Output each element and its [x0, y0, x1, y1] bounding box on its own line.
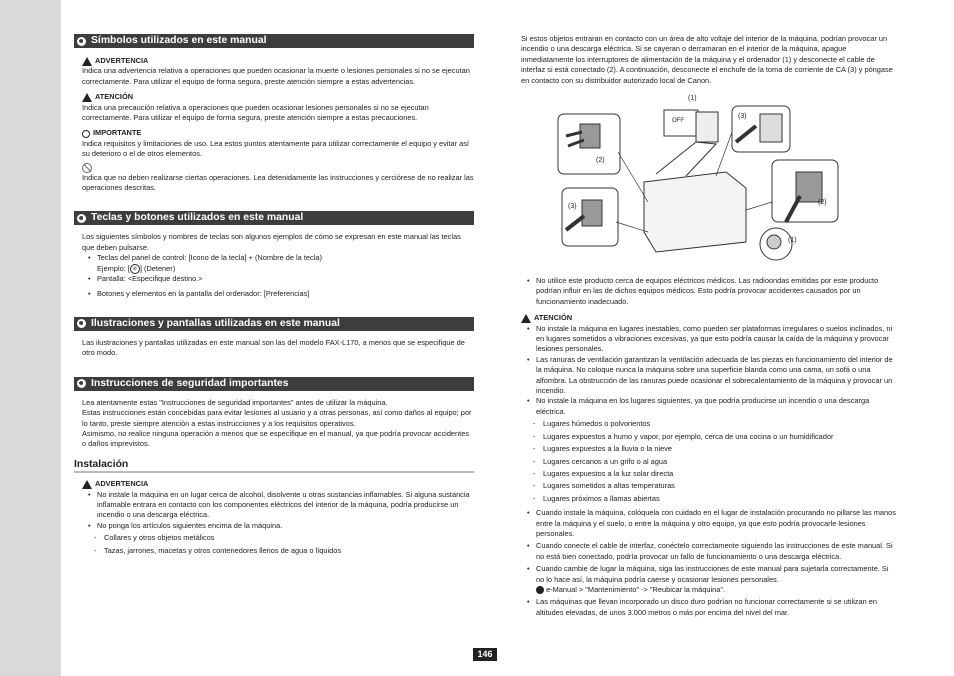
- label-1a: (1): [688, 95, 697, 102]
- left-column: [74, 34, 474, 556]
- warning-heading: [82, 479, 474, 489]
- sub-list-item: - Tazas, jarrones, macetas y otros contenedores llenos de agua o líquidos: [89, 546, 474, 556]
- label-off: OFF: [672, 118, 684, 124]
- paper-tray-icon: [656, 142, 716, 176]
- section-title: Instrucciones de seguridad importantes: [91, 377, 289, 389]
- stop-key-icon: ⊘: [130, 264, 140, 274]
- label-2b: (2): [818, 199, 827, 206]
- important-label: IMPORTANTE: [93, 128, 142, 138]
- caution-triangle-icon: [521, 314, 531, 323]
- caution-text: Indica una precaución relativa a operaciones que pueden ocasionar lesiones personales si no se ejecutan correctamente. Para utilizar el equipo de forma segura, preste atención siempre a estas precauciones.: [82, 102, 429, 123]
- caution-list: [513, 324, 898, 619]
- section-header-illustrations: [74, 317, 474, 331]
- caution-heading: [521, 313, 898, 323]
- section-title: Teclas y botones utilizados en este manual: [91, 212, 304, 224]
- keys-list: [74, 253, 474, 299]
- keys-intro: Los siguientes símbolos y nombres de teclas son algunos ejemplos de cómo se expresan en este manual las teclas que deben pulsarse.: [82, 232, 461, 252]
- emanual-reference[interactable]: e-Manual > "Mantenimiento" -> "Reubicar la máquina".: [546, 584, 725, 594]
- right-column-lower: [513, 276, 898, 618]
- label-3b: (3): [568, 203, 577, 210]
- list-item: • Las ranuras de ventilación garantizan la ventilación adecuada de las piezas en funcionamiento del interior de la máquina. No coloque nunca la máquina sobre una superficie blanda como una cama, un sofá o una alfombra. La obstrucción de las ranuras puede ocasionar el sobrecalentamiento de la máquina y provocar un incendio.: [521, 355, 898, 397]
- safety-p2: Estas instrucciones están concebidas para evitar lesiones al usuario y a otras personas, así como daños al equipo; por lo tanto, preste siempre atención a estas instrucciones y a los requisitos operativos.: [82, 408, 472, 428]
- list-item: • Las máquinas que llevan incorporado un disco duro podrían no funcionar correctamente si se utilizan en altitudes elevadas, de unos 3.000 metros o más por encima del nivel del mar.: [521, 597, 898, 618]
- plug-icon: [566, 216, 584, 230]
- important-heading: [82, 128, 474, 138]
- example-suffix: ] (Detener): [139, 263, 176, 273]
- prohibited-text: Indica que no deben realizarse ciertas operaciones. Lea detenidamente las instrucciones y cerciórese de no realizar las operaciones descritas.: [82, 172, 474, 193]
- outlet-icon: [582, 200, 602, 226]
- warning-label: ADVERTENCIA: [95, 56, 149, 65]
- warning-triangle-icon: [82, 57, 92, 66]
- power-button-icon: [767, 235, 781, 249]
- example-prefix: Ejemplo: [: [97, 263, 130, 273]
- list-item: • Cuando conecte el cable de interfaz, conéctelo correctamente siguiendo las instrucciones de este manual. Si no está bien conectado, podría provocar un fallo de funcionamiento o una descarga eléctrica.: [521, 541, 898, 562]
- list-item: • Pantalla: <Especifique destino.>: [82, 274, 474, 284]
- medical-list: [513, 276, 898, 307]
- section-bullet-icon: [77, 319, 86, 328]
- warning-triangle-icon: [82, 480, 92, 489]
- page-number: 146: [473, 648, 497, 661]
- installation-warning-list: [74, 490, 474, 556]
- safety-p3: Asimismo, no realice ninguna operación a menos que se especifique en el manual, ya que podría provocar accidentes o daños imprevistos.: [82, 428, 470, 449]
- important-text: Indica requisitos y limitaciones de uso. Lea estos puntos atentamente para utilizar correctamente el equipo y evitar así su deterioro o el de otros elementos.: [82, 138, 469, 159]
- caution-heading: [82, 92, 474, 102]
- prohibited-icon: [82, 163, 92, 173]
- rear-cable-icon: [786, 196, 800, 222]
- sub-list-item: - Lugares expuestos a la lluvia o la nieve: [528, 444, 898, 454]
- sub-list-item: - Lugares próximos a llamas abiertas: [528, 494, 898, 504]
- shutdown-illustration: [556, 92, 842, 272]
- label-1b: (1): [788, 237, 797, 244]
- caution-triangle-icon: [82, 93, 92, 102]
- warning-heading: [82, 56, 474, 66]
- emanual-link-icon: [536, 586, 544, 594]
- wall-socket-icon: [760, 114, 782, 142]
- sub-list-item: - Lugares cercanos a un grifo o al agua: [528, 457, 898, 467]
- section-bullet-icon: [77, 214, 86, 223]
- list-item: • Cuando instale la máquina, colóquela con cuidado en el lugar de instalación procurando no pillarse las manos entre la máquina y el suelo, o entre la máquina y otro equipo, ya que esto podría provocarle lesiones personales.: [521, 508, 898, 539]
- label-3a: (3): [738, 113, 747, 120]
- section-bullet-icon: [77, 37, 86, 46]
- sub-list-item: - Lugares sometidos a altas temperaturas: [528, 481, 898, 491]
- installation-heading: Instalación: [74, 460, 474, 473]
- caution-label: ATENCIÓN: [95, 92, 134, 102]
- warning-text: Indica una advertencia relativa a operaciones que pueden ocasionar la muerte o lesiones personales si no se ejecutan correctamente. Para utilizar el equipo de forma segura, preste atención siempre a estas advertencias.: [82, 66, 470, 86]
- list-item-text: Teclas del panel de control: [Icono de la tecla] + (Nombre de la tecla): [97, 253, 322, 263]
- label-2a: (2): [596, 157, 605, 164]
- warning-label: ADVERTENCIA: [95, 479, 149, 489]
- section-header-safety: [74, 377, 474, 391]
- list-item: • No utilice este producto cerca de equipos eléctricos médicos. Las radioondas emitidas por este producto podrían influir en las de dichos equipos médicos. Esto podría provocar accidentes causados por un funcionamiento inadecuado.: [521, 276, 898, 307]
- continuation-text: Si estos objetos entraran en contacto con un área de alto voltaje del interior de la máquina, podrían provocar un incendio o una descarga eléctrica. Si se cayeran o derramaran en el interior de la máquina, apague inmediatamente los interruptores de alimentación de la máquina y el ordenador (1) y desconecte el cable de interfaz si está conectado (2). A continuación, desconecte el enchufe de la toma de corriente de CA (3) y póngase en contacto con su distribuidor autorizado local de Canon.: [521, 34, 893, 85]
- illustrations-text: Las ilustraciones y pantallas utilizadas en este manual son las del modelo FAX-L170, a menos que se especifique de otro modo.: [82, 337, 465, 358]
- important-circle-icon: [82, 130, 90, 138]
- section-header-keys: [74, 211, 474, 225]
- page-margin-strip: [0, 0, 61, 676]
- section-title: Símbolos utilizados en este manual: [91, 35, 267, 46]
- caution-label: ATENCIÓN: [534, 313, 573, 323]
- sub-list-item: - Collares y otros objetos metálicos: [89, 533, 474, 543]
- list-item: • No instale la máquina en los lugares siguientes, ya que podría producirse un incendio o una descarga eléctrica.: [521, 396, 898, 417]
- list-item: • Botones y elementos en la pantalla del ordenador: [Preferencias]: [82, 289, 474, 299]
- sub-list-item: - Lugares húmedos o polvorientos: [528, 419, 898, 429]
- computer-icon: [696, 112, 718, 142]
- section-title: Ilustraciones y pantallas utilizadas en este manual: [91, 317, 340, 329]
- section-header-symbols: [74, 34, 474, 48]
- sub-list-item: - Lugares expuestos a humo y vapor, por ejemplo, cerca de una cocina o un humidificador: [528, 432, 898, 442]
- port-icon: [580, 124, 600, 148]
- plug-pull-icon: [736, 126, 756, 142]
- fax-machine-icon: [644, 172, 746, 252]
- section-bullet-icon: [77, 379, 86, 388]
- sub-list-item: - Lugares expuestos a la luz solar directa: [528, 469, 898, 479]
- list-item: • No ponga los artículos siguientes encima de la máquina.: [82, 521, 474, 531]
- safety-p1: Lea atentamente estas "Instrucciones de seguridad importantes" antes de utilizar la máquina.: [82, 397, 388, 407]
- list-item: [82, 253, 474, 274]
- list-item: [521, 564, 898, 595]
- list-item-text: Cuando cambie de lugar la máquina, siga las instrucciones de este manual para sujetarla correctamente. Si no lo hace así, la máquina podría caerse y ocasionar lesiones personales.: [536, 564, 889, 584]
- list-item: • No instale la máquina en lugares inestables, como pueden ser plataformas irregulares o suelos inclinados, ni en lugares sometidos a vibraciones excesivas, ya que esto podría causar la caída de la máquina y provocar lesiones personales.: [521, 324, 898, 355]
- right-column: [513, 34, 898, 86]
- list-item: • No instale la máquina en un lugar cerca de alcohol, disolvente u otras sustancias inflamables. Si alguna sustancia inflamable entrara en contacto con los componentes eléctricos del interior de la máquina, podría producirse un incendio o una descarga eléctrica.: [82, 490, 474, 521]
